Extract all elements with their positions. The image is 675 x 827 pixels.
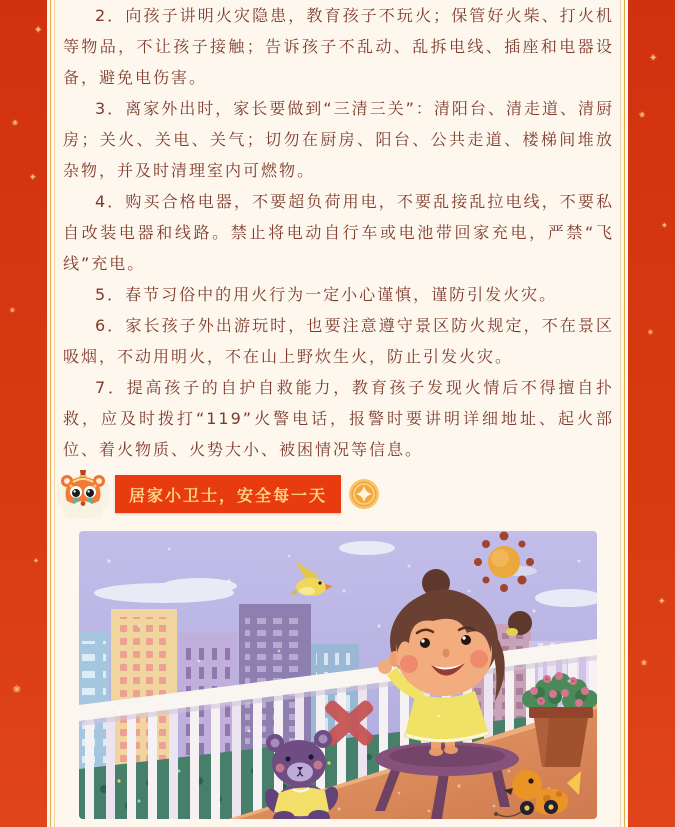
right-red-border — [628, 0, 675, 827]
flower-icon: ❀ — [641, 659, 647, 667]
article-body — [47, 0, 628, 465]
flower-icon: ❀ — [639, 111, 645, 119]
sparkle-icon: ✦ — [34, 25, 43, 36]
sparkle-icon: ✦ — [658, 597, 666, 607]
flower-icon: ❀ — [10, 307, 16, 314]
paragraph-self-rescue-119: 7．提高孩子的自护自救能力，教育孩子发现火情后不得擅自扑救，应及时拨打“119”火警电话，报警时要讲明详细地址、起火部位、着火物质、火势大小、被困情况等信息。 — [63, 378, 614, 459]
sparkle-icon: ✦ — [661, 221, 668, 230]
paragraph-three-clear-three-off: 3．离家外出时，家长要做到“三清三关”：清阳台、清走道、清厨房；关火、关电、关气；切勿在厨房、阳台、公共走道、楼梯间堆放杂物，并及时清理室内可燃物。 — [63, 99, 614, 180]
flower-icon: ❀ — [13, 685, 21, 695]
article-content — [47, 0, 628, 827]
balcony-illustration-svg — [79, 531, 597, 819]
paragraph-scenic-area-rules: 6．家长孩子外出游玩时，也要注意遵守景区防火规定，不在景区吸烟，不动用明火，不在山上野炊生火，防止引发火灾。 — [63, 316, 614, 366]
paragraph-qualified-appliances: 4．购买合格电器，不要超负荷用电，不要乱接乱拉电线，不要私自改装电器和线路。禁止将电动自行车或电池带回家充电，严禁“飞线”充电。 — [63, 192, 614, 273]
paragraph-spring-festival-fire: 5．春节习俗中的用火行为一定小心谨慎，谨防引发火灾。 — [95, 285, 558, 304]
left-red-border — [0, 0, 47, 827]
sparkle-icon: ✦ — [649, 53, 658, 64]
sparkle-icon: ✦ — [33, 557, 39, 565]
lion-dance-icon — [57, 469, 109, 519]
gold-coin-icon — [348, 478, 380, 510]
sparkle-icon: ✦ — [29, 173, 37, 183]
paragraph-fire-hazard: 2．向孩子讲明火灾隐患，教育孩子不玩火；保管好火柴、打火机等物品，不让孩子接触；告诉孩子不乱动、乱拆电线、插座和电器设备，避免电伤害。 — [63, 6, 614, 87]
balcony-illustration — [79, 531, 597, 819]
flower-icon: ❀ — [648, 329, 654, 336]
flower-icon: ❀ — [12, 119, 18, 127]
section-heading-banner — [47, 469, 628, 519]
banner-title: 居家小卫士，安全每一天 — [115, 475, 341, 513]
